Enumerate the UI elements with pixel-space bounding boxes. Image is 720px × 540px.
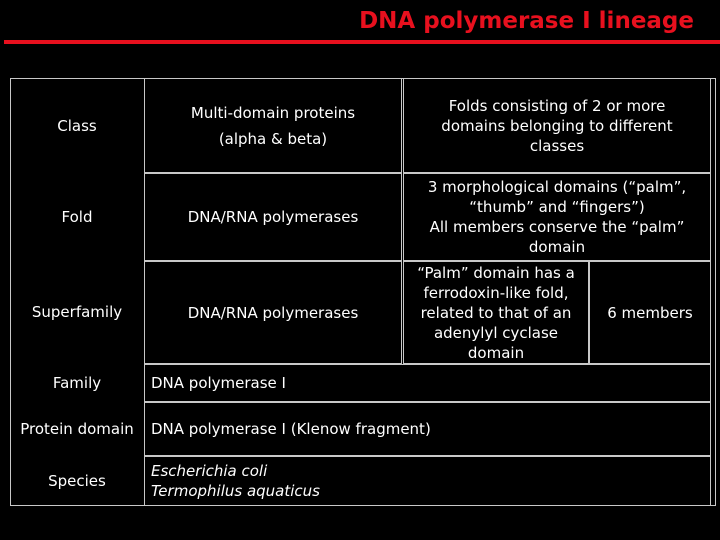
title-underline — [4, 40, 720, 44]
class-value-line2: (alpha & beta) — [218, 129, 328, 148]
page-title: DNA polymerase I lineage — [359, 8, 694, 34]
fold-value: DNA/RNA polymerases — [144, 173, 402, 261]
class-value-line1: Multi-domain proteins — [190, 103, 356, 122]
fold-note-line2: All members conserve the “palm” domain — [429, 218, 685, 256]
row-label-protein-domain: Protein domain — [20, 420, 134, 438]
row-label-species: Species — [48, 472, 106, 490]
row-label-class: Class — [57, 117, 97, 135]
class-note: Folds consisting of 2 or more domains belonging to different classes — [403, 78, 711, 173]
row-label-family: Family — [52, 374, 102, 392]
superfamily-members: 6 members — [589, 261, 711, 364]
protein-domain-value: DNA polymerase I (Klenow fragment) — [144, 402, 711, 456]
species-value — [144, 456, 711, 506]
species-line1: Escherichia coli — [151, 462, 268, 480]
fold-note — [403, 173, 711, 261]
species-line2: Termophilus aquaticus — [151, 482, 320, 500]
family-value: DNA polymerase I — [144, 364, 711, 402]
fold-note-line1: 3 morphological domains (“palm”, “thumb” and “fingers”) — [427, 178, 687, 216]
row-label-superfamily: Superfamily — [31, 303, 123, 321]
row-label-fold: Fold — [61, 208, 93, 226]
class-value — [144, 78, 402, 173]
superfamily-note: “Palm” domain has a ferrodoxin-like fold, related to that of an adenylyl cyclase domain — [403, 261, 589, 364]
superfamily-value: DNA/RNA polymerases — [144, 261, 402, 364]
